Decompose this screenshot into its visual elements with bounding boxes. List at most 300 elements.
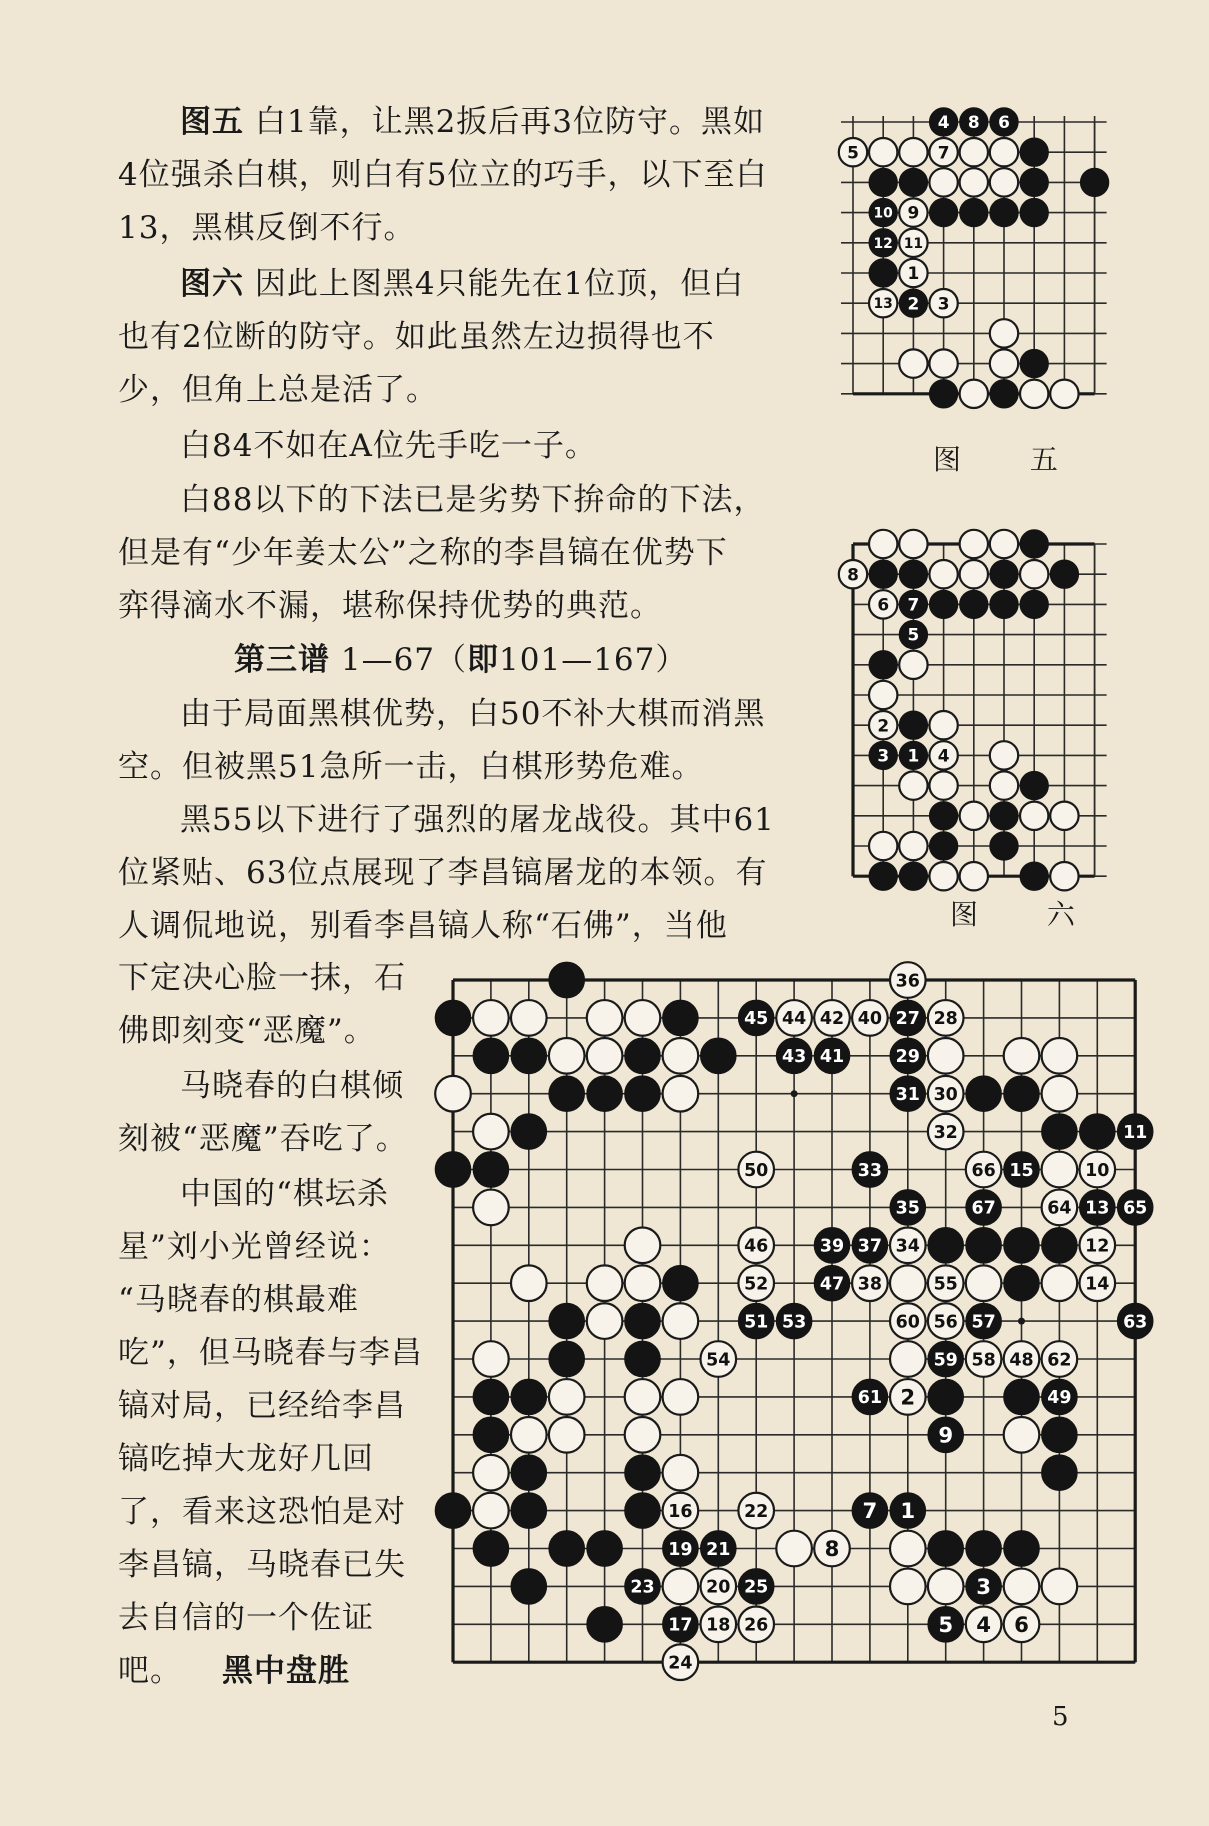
move-number: 8 — [967, 112, 980, 133]
stone-circle — [549, 1076, 585, 1112]
black-stone — [814, 1038, 850, 1074]
move-number: 48 — [1009, 1350, 1034, 1371]
move-number: 30 — [933, 1084, 958, 1105]
black-stone — [473, 1379, 509, 1415]
black-stone — [890, 1190, 926, 1226]
move-number: 43 — [781, 1047, 807, 1068]
white-stone — [738, 1493, 774, 1529]
black-stone — [929, 802, 957, 830]
stone-circle — [960, 802, 988, 830]
stone-circle — [663, 1076, 699, 1112]
stone-circle — [587, 1000, 623, 1036]
stone-circle — [776, 1531, 812, 1567]
black-stone — [1020, 168, 1048, 196]
white-stone — [928, 1038, 964, 1074]
text-line: 镐吃掉大龙好几回 — [118, 1441, 374, 1477]
text-line: 白84不如在A位先手吃一子。 — [180, 428, 597, 464]
move-number: 12 — [873, 235, 893, 252]
stone-circle — [899, 138, 927, 166]
move-number: 53 — [781, 1312, 807, 1333]
text-line: 马晓春的白棋倾 — [180, 1068, 404, 1104]
stone-circle — [960, 862, 988, 890]
black-stone — [1020, 590, 1048, 618]
white-stone — [1079, 1152, 1115, 1188]
stone-circle — [1004, 1379, 1040, 1415]
white-stone — [869, 681, 897, 709]
black-stone — [990, 108, 1018, 136]
black-stone — [625, 1493, 661, 1529]
stone-circle — [990, 741, 1018, 769]
move-number: 36 — [895, 971, 920, 992]
text-line: “马晓春的棋最难 — [118, 1282, 359, 1318]
stone-circle — [929, 771, 957, 799]
black-stone — [869, 741, 897, 769]
stone-circle — [1020, 862, 1048, 890]
text-line: 去自信的一个佐证 — [118, 1600, 374, 1636]
black-stone — [960, 108, 988, 136]
move-number: 65 — [1123, 1198, 1148, 1219]
move-number: 38 — [857, 1274, 883, 1295]
black-stone — [890, 1076, 926, 1112]
move-number: 46 — [744, 1236, 769, 1257]
stone-circle — [890, 1531, 926, 1567]
black-stone — [899, 590, 927, 618]
move-number: 16 — [668, 1501, 693, 1522]
stone-circle — [890, 1569, 926, 1605]
white-stone — [960, 862, 988, 890]
white-stone — [1004, 1606, 1040, 1642]
move-number: 49 — [1047, 1388, 1072, 1409]
stone-circle — [587, 1303, 623, 1339]
stone-circle — [625, 1076, 661, 1112]
black-stone — [814, 1227, 850, 1263]
black-stone — [549, 1076, 585, 1112]
white-stone — [899, 832, 927, 860]
stone-circle — [473, 1038, 509, 1074]
heading-range: 1—67（ — [330, 642, 468, 678]
white-stone — [966, 1152, 1002, 1188]
stone-circle — [960, 380, 988, 408]
black-stone — [511, 1379, 547, 1415]
stone-circle — [1042, 1038, 1078, 1074]
move-number: 51 — [744, 1312, 769, 1333]
stone-circle — [1020, 380, 1048, 408]
stone-circle — [1004, 1265, 1040, 1301]
stone-circle — [960, 530, 988, 558]
text-line: 位紧贴、63位点展现了李昌镐屠龙的本领。有 — [118, 855, 768, 891]
white-stone — [960, 802, 988, 830]
white-stone — [738, 1265, 774, 1301]
text-line: 但是有“少年姜太公”之称的李昌镐在优势下 — [118, 535, 728, 571]
stone-circle — [1020, 349, 1048, 377]
para-white84 — [180, 420, 597, 473]
white-stone — [960, 138, 988, 166]
white-stone — [625, 1265, 661, 1301]
move-number: 6 — [998, 112, 1010, 133]
white-stone — [1042, 1341, 1078, 1377]
stone-circle — [990, 198, 1018, 226]
black-stone — [890, 1038, 926, 1074]
white-stone — [928, 1569, 964, 1605]
black-stone — [899, 560, 927, 588]
black-stone — [473, 1531, 509, 1567]
white-stone — [929, 168, 957, 196]
stone-circle — [869, 168, 897, 196]
move-number: 66 — [971, 1160, 996, 1181]
stone-circle — [990, 138, 1018, 166]
stone-circle — [663, 1569, 699, 1605]
move-number: 4 — [937, 112, 950, 133]
move-number: 45 — [744, 1009, 769, 1030]
black-stone — [899, 168, 927, 196]
white-stone — [1042, 1190, 1078, 1226]
move-number: 10 — [873, 205, 893, 222]
black-stone — [869, 862, 897, 890]
black-stone — [990, 590, 1018, 618]
white-stone — [890, 962, 926, 998]
text-line: 由于局面黑棋优势，白50不补大棋而消黑 — [180, 696, 766, 732]
stone-circle — [1080, 168, 1108, 196]
section-heading — [234, 634, 687, 687]
stone-circle — [928, 1038, 964, 1074]
stone-circle — [899, 771, 927, 799]
stone-circle — [435, 1493, 471, 1529]
stone-circle — [869, 530, 897, 558]
stone-circle — [960, 138, 988, 166]
stone-circle — [929, 349, 957, 377]
black-stone — [899, 711, 927, 739]
stone-circle — [663, 1000, 699, 1036]
black-stone — [869, 168, 897, 196]
black-stone — [1020, 771, 1048, 799]
para-devoured — [118, 1060, 408, 1166]
black-stone — [899, 862, 927, 890]
white-stone — [928, 1114, 964, 1150]
black-stone — [1042, 1455, 1078, 1491]
stone-circle — [890, 1265, 926, 1301]
stone-circle — [1004, 1531, 1040, 1567]
move-number: 57 — [971, 1312, 996, 1333]
black-stone — [549, 1303, 585, 1339]
stone-circle — [1042, 1152, 1078, 1188]
stone-circle — [587, 1038, 623, 1074]
stone-circle — [990, 349, 1018, 377]
stone-circle — [473, 1114, 509, 1150]
white-stone — [663, 1493, 699, 1529]
stone-circle — [435, 1076, 471, 1112]
stone-circle — [966, 1531, 1002, 1567]
text-line: 因此上图黑4只能先在1位顶，但白 — [244, 266, 745, 302]
stone-circle — [928, 1227, 964, 1263]
stone-circle — [1042, 1076, 1078, 1112]
black-stone — [738, 1000, 774, 1036]
white-stone — [587, 1303, 623, 1339]
white-stone — [928, 1076, 964, 1112]
white-stone — [890, 1341, 926, 1377]
text-line: 中国的“棋坛杀 — [180, 1176, 389, 1212]
stone-circle — [929, 832, 957, 860]
move-number: 31 — [895, 1084, 920, 1105]
move-number: 59 — [933, 1350, 958, 1371]
move-number: 41 — [819, 1047, 845, 1068]
white-stone — [587, 1265, 623, 1301]
stone-circle — [1020, 138, 1048, 166]
stone-circle — [990, 590, 1018, 618]
black-stone — [929, 380, 957, 408]
text-line: 空。但被黑51急所一击，白棋形势危难。 — [118, 749, 704, 785]
move-number: 11 — [903, 235, 924, 252]
white-stone — [899, 651, 927, 679]
stone-circle — [1050, 862, 1078, 890]
stone-circle — [1050, 560, 1078, 588]
move-number: 19 — [668, 1539, 693, 1560]
move-number: 5 — [847, 142, 859, 163]
move-number: 7 — [937, 142, 950, 163]
text-line: 吧。 — [118, 1653, 182, 1689]
black-stone — [625, 1569, 661, 1605]
black-stone — [852, 1227, 888, 1263]
stone-circle — [966, 1265, 1002, 1301]
move-number: 4 — [937, 745, 950, 766]
stone-circle — [899, 560, 927, 588]
stone-circle — [966, 1076, 1002, 1112]
move-number: 10 — [1085, 1160, 1110, 1181]
black-stone — [1080, 168, 1108, 196]
page-number: 5 — [1052, 1702, 1069, 1732]
black-stone — [990, 198, 1018, 226]
white-stone — [899, 229, 927, 257]
black-stone — [1042, 1417, 1078, 1453]
black-stone — [928, 1379, 964, 1415]
stone-circle — [625, 1000, 661, 1036]
stone-circle — [899, 862, 927, 890]
white-stone — [1079, 1227, 1115, 1263]
move-number: 4 — [976, 1612, 991, 1638]
stone-circle — [511, 1379, 547, 1415]
move-number: 40 — [857, 1009, 883, 1030]
white-stone — [839, 138, 867, 166]
white-stone — [960, 168, 988, 196]
black-stone — [869, 198, 897, 226]
para-situation — [118, 688, 765, 794]
stone-circle — [625, 1379, 661, 1415]
white-stone — [899, 530, 927, 558]
white-stone — [899, 349, 927, 377]
stone-circle — [625, 1227, 661, 1263]
white-stone — [1042, 1076, 1078, 1112]
white-stone — [890, 1303, 926, 1339]
white-stone — [625, 1227, 661, 1263]
white-stone — [966, 1341, 1002, 1377]
text-line: 佛即刻变“恶魔”。 — [118, 1013, 376, 1049]
stone-circle — [1020, 530, 1048, 558]
move-number: 26 — [744, 1615, 769, 1636]
stone-circle — [1020, 560, 1048, 588]
move-number: 9 — [938, 1423, 954, 1449]
black-stone — [663, 1606, 699, 1642]
white-stone — [869, 530, 897, 558]
black-stone — [990, 832, 1018, 860]
black-stone — [929, 198, 957, 226]
go-diagram-figure-6 — [843, 514, 1113, 879]
move-number: 34 — [895, 1236, 920, 1257]
black-stone — [966, 1531, 1002, 1567]
stone-circle — [663, 1303, 699, 1339]
stone-circle — [869, 560, 897, 588]
black-stone — [511, 1114, 547, 1150]
move-number: 13 — [873, 296, 893, 313]
move-number: 47 — [819, 1274, 845, 1295]
white-stone — [776, 1000, 812, 1036]
white-stone — [663, 1569, 699, 1605]
move-number: 3 — [877, 745, 890, 766]
white-stone — [990, 319, 1018, 347]
white-stone — [890, 1227, 926, 1263]
black-stone — [587, 1606, 623, 1642]
heading-label: 第三谱 — [234, 642, 330, 678]
move-number: 52 — [744, 1274, 769, 1295]
stone-circle — [899, 530, 927, 558]
black-stone — [1117, 1190, 1153, 1226]
stone-circle — [625, 1341, 661, 1377]
black-stone — [776, 1303, 812, 1339]
move-number: 2 — [877, 715, 890, 736]
white-stone — [511, 1265, 547, 1301]
stone-circle — [899, 168, 927, 196]
white-stone — [625, 1417, 661, 1453]
black-stone — [511, 1569, 547, 1605]
figure-6-caption: 图 六 — [950, 898, 1105, 931]
heading-ji: 即 — [467, 642, 500, 678]
figure-5-caption: 图 五 — [933, 443, 1088, 476]
black-stone — [511, 1493, 547, 1529]
black-stone — [1079, 1114, 1115, 1150]
stone-circle — [869, 651, 897, 679]
move-number: 17 — [668, 1615, 693, 1636]
move-number: 20 — [706, 1577, 731, 1598]
stone-circle — [549, 1303, 585, 1339]
stone-circle — [511, 1569, 547, 1605]
stone-circle — [1020, 198, 1048, 226]
black-stone — [928, 1531, 964, 1567]
stone-circle — [1004, 1227, 1040, 1263]
para-stone-buddha — [118, 952, 406, 1058]
white-stone — [929, 349, 957, 377]
white-stone — [929, 862, 957, 890]
star-point — [791, 1090, 798, 1097]
move-number: 28 — [933, 1009, 958, 1030]
stone-circle — [1020, 771, 1048, 799]
stone-circle — [899, 832, 927, 860]
black-stone — [1020, 349, 1048, 377]
stone-circle — [473, 1531, 509, 1567]
move-number: 61 — [857, 1388, 883, 1409]
black-stone — [511, 1038, 547, 1074]
move-number: 1 — [907, 745, 920, 766]
black-stone — [1004, 1076, 1040, 1112]
stone-circle — [1004, 1569, 1040, 1605]
stone-circle — [929, 168, 957, 196]
black-stone — [1004, 1152, 1040, 1188]
white-stone — [1042, 1152, 1078, 1188]
white-stone — [852, 1000, 888, 1036]
stone-circle — [928, 1379, 964, 1415]
game-result: 黑中盘胜 — [222, 1653, 350, 1689]
move-number: 12 — [1085, 1236, 1110, 1257]
white-stone — [928, 1303, 964, 1339]
move-number: 25 — [744, 1577, 769, 1598]
stone-circle — [549, 1341, 585, 1377]
stone-circle — [990, 832, 1018, 860]
white-stone — [869, 138, 897, 166]
stone-circle — [929, 802, 957, 830]
text-line: 白88以下的下法已是劣势下拚命的下法， — [180, 482, 766, 518]
black-stone — [625, 1341, 661, 1377]
stone-circle — [511, 1000, 547, 1036]
white-stone — [625, 1379, 661, 1415]
black-stone — [549, 1531, 585, 1567]
move-number: 39 — [819, 1236, 845, 1257]
white-stone — [549, 1417, 585, 1453]
stone-circle — [890, 1341, 926, 1377]
black-stone — [1117, 1114, 1153, 1150]
stone-circle — [663, 1455, 699, 1491]
black-stone — [1004, 1227, 1040, 1263]
black-stone — [1004, 1379, 1040, 1415]
stone-circle — [869, 138, 897, 166]
move-number: 1 — [907, 263, 920, 284]
stone-circle — [473, 1190, 509, 1226]
black-stone — [776, 1038, 812, 1074]
white-stone — [960, 530, 988, 558]
black-stone — [435, 1152, 471, 1188]
stone-circle — [990, 771, 1018, 799]
move-number: 6 — [1014, 1612, 1029, 1638]
white-stone — [473, 1114, 509, 1150]
stone-circle — [990, 380, 1018, 408]
stone-circle — [929, 560, 957, 588]
stone-circle — [1020, 590, 1048, 618]
move-number: 1 — [900, 1499, 916, 1525]
white-stone — [966, 1606, 1002, 1642]
stone-circle — [511, 1038, 547, 1074]
white-stone — [1020, 802, 1048, 830]
stone-circle — [473, 1493, 509, 1529]
text-line: 刻被“恶魔”吞吃了。 — [118, 1121, 408, 1157]
black-stone — [625, 1455, 661, 1491]
black-stone — [929, 590, 957, 618]
black-stone — [928, 1227, 964, 1263]
white-stone — [587, 1000, 623, 1036]
move-number: 2 — [900, 1385, 916, 1411]
white-stone — [1004, 1038, 1040, 1074]
move-number: 7 — [862, 1499, 878, 1525]
text-line: 镐对局，已经给李昌 — [118, 1388, 406, 1424]
black-stone — [869, 560, 897, 588]
white-stone — [700, 1569, 736, 1605]
white-stone — [929, 711, 957, 739]
white-stone — [899, 138, 927, 166]
text-line: 人调侃地说，别看李昌镐人称“石佛”，当他 — [118, 908, 728, 944]
stone-circle — [990, 560, 1018, 588]
black-stone — [587, 1076, 623, 1112]
black-stone — [1117, 1303, 1153, 1339]
move-number: 62 — [1047, 1350, 1072, 1371]
move-number: 5 — [907, 624, 920, 645]
stone-circle — [587, 1076, 623, 1112]
stone-circle — [1050, 380, 1078, 408]
stone-circle — [663, 1038, 699, 1074]
